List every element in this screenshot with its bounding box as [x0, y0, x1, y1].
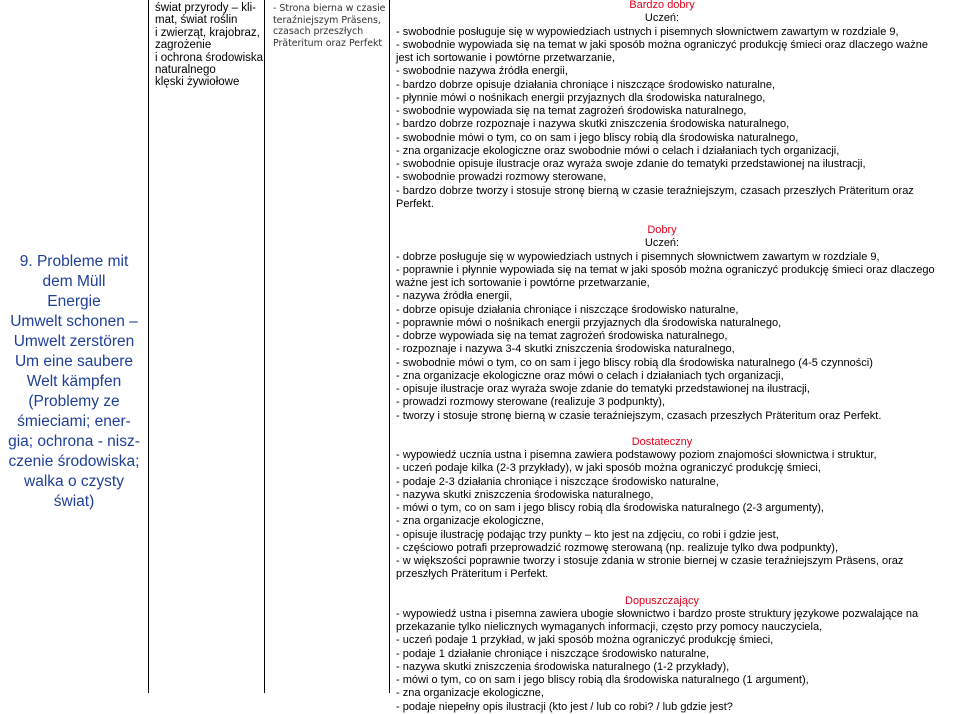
grade-heading: Bardzo dobry: [629, 0, 695, 11]
topic-line: Umwelt schonen –: [10, 313, 138, 330]
criterion-line: - rozpoznaje i nazywa 3-4 skutki zniszczenia środowiska naturalnego,: [396, 343, 735, 356]
vocabulary-line: naturalnego: [155, 64, 216, 77]
criterion-line: - wypowiedź ucznia ustna i pisemna zawiera podstawowy poziom znajomości słownictwa i struktur,: [396, 449, 877, 461]
student-label: Uczeń:: [644, 12, 680, 25]
vocabulary-line: zagrożenie: [155, 39, 212, 52]
criterion-line: - dobrze wypowiada się na temat zagrożeń środowiska naturalnego,: [396, 330, 728, 342]
topic-line: świat): [53, 493, 95, 510]
criterion-line: ważne jest ich sortowanie i powtórne przetwarzanie,: [396, 277, 650, 289]
criterion-line: - uczeń podaje kilka (2-3 przykłady), w jaki sposób można ograniczyć produkcję śmieci,: [396, 462, 821, 475]
criterion-line: - prowadzi rozmowy sterowane (realizuje 3 podpunkty),: [396, 396, 666, 409]
criterion-line: - mówi o tym, co on sam i jego bliscy robią dla środowiska naturalnego (2-3 argumenty),: [396, 502, 824, 514]
criterion-line: - nazywa źródła energii,: [396, 290, 513, 303]
vocabulary-list: [150, 2, 264, 89]
topic-line: 9. Probleme mit: [19, 253, 129, 270]
criterion-line: - podaje 1 działanie chroniące i niszczące środowisko naturalne,: [396, 647, 710, 660]
topic-line: (Problemy ze: [28, 393, 120, 410]
criterion-line: - zna organizacje ekologiczne,: [396, 515, 544, 528]
criterion-line: - mówi o tym, co on sam i jego bliscy robią dla środowiska naturalnego (1 argument),: [396, 674, 809, 686]
criterion-line: - swobodnie mówi o tym, co on sam i jego bliscy robią dla środowiska naturalnego (4-5 czynności): [396, 356, 873, 369]
criterion-line: - poprawnie mówi o nośnikach energii przyjaznych dla środowiska naturalnego,: [396, 316, 782, 329]
topic-line: Energie: [47, 293, 101, 310]
section-gap: [396, 423, 958, 436]
criterion-line: przekazanie tylko nielicznych wymaganych informacji, często przy pomocy nauczyciela,: [396, 621, 823, 633]
grammar-line: czasach przeszłych: [273, 26, 364, 38]
topic-line: czenie środowiska;: [8, 453, 140, 470]
criterion-line: - dobrze posługuje się w wypowiedziach ustnych i pisemnych słownictwem zawartym w rozdziale 9,: [396, 250, 880, 263]
grammar-line: teraźniejszym Präsens,: [273, 14, 381, 26]
column-divider: [148, 0, 149, 693]
section-gap: [396, 582, 958, 595]
criterion-line: Perfekt.: [396, 197, 434, 210]
vocabulary-line: świat przyrody – kli-: [155, 2, 256, 14]
criterion-line: - tworzy i stosuje stronę bierną w czasie teraźniejszym, czasach przeszłych Präteritum oraz Perfekt.: [396, 409, 882, 422]
criterion-line: - zna organizacje ekologiczne oraz mówi o celach i działaniach tych organizacji,: [396, 369, 784, 382]
vocabulary-line: i zwierząt, krajobraz,: [155, 26, 260, 39]
grammar-list: [266, 3, 388, 49]
vocabulary-line: klęski żywiołowe: [155, 76, 240, 89]
criterion-line: przeszłych Präteritum i Perfekt.: [396, 568, 549, 581]
topic-line: gia; ochrona - nisz-: [8, 433, 140, 450]
grammar-line: - Strona bierna w czasie: [273, 3, 386, 14]
criterion-line: - swobodnie wypowiada się na temat zagrożeń środowiska naturalnego,: [396, 105, 747, 117]
grade-heading: Dobry: [647, 224, 677, 236]
topic-column: [0, 0, 148, 693]
topic-line: Welt kämpfen: [26, 373, 122, 390]
topic-line: Um eine saubere: [14, 353, 134, 370]
criterion-line: - w większości poprawnie tworzy i stosuje zdania w stronie biernej w czasie teraźniejszym Präsens, oraz: [396, 555, 904, 567]
criterion-line: - swobodnie posługuje się w wypowiedziach ustnych i pisemnych słownictwem zawartym w rozdziale 9,: [396, 25, 899, 38]
criterion-line: - podaje niepełny opis ilustracji (kto jest / lub co robi? / lub gdzie jest?: [396, 700, 733, 713]
topic-line: dem Müll: [42, 273, 106, 290]
criterion-line: - swobodnie opisuje ilustracje oraz wyraża swoje zdanie do tematyki przedstawionej na ilustracji,: [396, 158, 866, 170]
criterion-line: - uczeń podaje 1 przykład, w jaki sposób można ograniczyć produkcję śmieci,: [396, 634, 774, 647]
vocabulary-column: [150, 0, 264, 693]
criterion-line: - zna organizacje ekologiczne,: [396, 687, 544, 700]
criterion-line: - zna organizacje ekologiczne oraz swobodnie mówi o celach i działaniach tych organizacji,: [396, 144, 840, 157]
criterion-line: - swobodnie prowadzi rozmowy sterowane,: [396, 171, 607, 184]
grade-heading: Dostateczny: [631, 435, 693, 448]
grade-heading: Dopuszczający: [625, 594, 699, 607]
grammar-line: Präteritum oraz Perfekt: [273, 37, 383, 49]
criterion-line: - częściowo potrafi przeprowadzić rozmowę sterowaną (np. realizuje tylko dwa podpunkty),: [396, 541, 839, 554]
vocabulary-line: mat, świat roślin: [155, 14, 238, 27]
criterion-line: - swobodnie mówi o tym, co on sam i jego bliscy robią dla środowiska naturalnego,: [396, 131, 799, 144]
column-divider: [389, 0, 390, 693]
vocabulary-line: i ochrona środowiska: [155, 51, 264, 64]
grading-criteria: [392, 0, 958, 714]
topic-line: śmieciami; ener-: [17, 413, 131, 430]
criterion-line: - nazywa skutki zniszczenia środowiska naturalnego,: [396, 488, 654, 501]
criterion-line: - bardzo dobrze tworzy i stosuje stronę bierną w czasie teraźniejszym, czasach przeszłych Präteritum oraz: [396, 184, 914, 197]
student-label: Uczeń:: [644, 237, 680, 250]
criterion-line: jest ich sortowanie i powtórne przetwarzanie,: [396, 52, 615, 64]
topic-line: walka o czysty: [24, 473, 124, 490]
topic-line: Umwelt zerstören: [13, 333, 135, 350]
criterion-line: - bardzo dobrze opisuje działania chroniące i niszczące środowisko naturalne,: [396, 78, 776, 91]
criterion-line: - wypowiedź ustna i pisemna zawiera ubogie słownictwo i bardzo proste struktury językowe pozwalające na: [396, 607, 919, 620]
criterion-line: - opisuje ilustrację podając trzy punkty – kto jest na zdjęciu, co robi i gdzie jest,: [396, 528, 779, 541]
criteria-column: [392, 0, 958, 713]
section-gap: [396, 211, 958, 224]
criterion-line: - nazywa skutki zniszczenia środowiska naturalnego (1-2 przykłady),: [396, 660, 730, 673]
criterion-line: - płynnie mówi o nośnikach energii przyjaznych dla środowiska naturalnego,: [396, 91, 766, 104]
criterion-line: - swobodnie wypowiada się na temat w jaki sposób można ograniczyć produkcję śmieci oraz dlaczego ważne: [396, 38, 928, 51]
criterion-line: - podaje 2-3 działania chroniące i niszczące środowisko naturalne,: [396, 475, 719, 488]
grammar-column: [266, 0, 388, 693]
criterion-line: - opisuje ilustracje oraz wyraża swoje zdanie do tematyki przedstawionej na ilustracji,: [396, 383, 810, 395]
topic-title: [0, 252, 148, 512]
criterion-line: - swobodnie nazywa źródła energii,: [396, 65, 568, 78]
criterion-line: - bardzo dobrze rozpoznaje i nazywa skutki zniszczenia środowiska naturalnego,: [396, 118, 790, 131]
column-divider: [264, 0, 265, 693]
criterion-line: - dobrze opisuje działania chroniące i niszczące środowisko naturalne,: [396, 303, 739, 316]
criterion-line: - poprawnie i płynnie wypowiada się na temat w jaki sposób można ograniczyć produkcję śmieci oraz dlaczego: [396, 263, 935, 276]
